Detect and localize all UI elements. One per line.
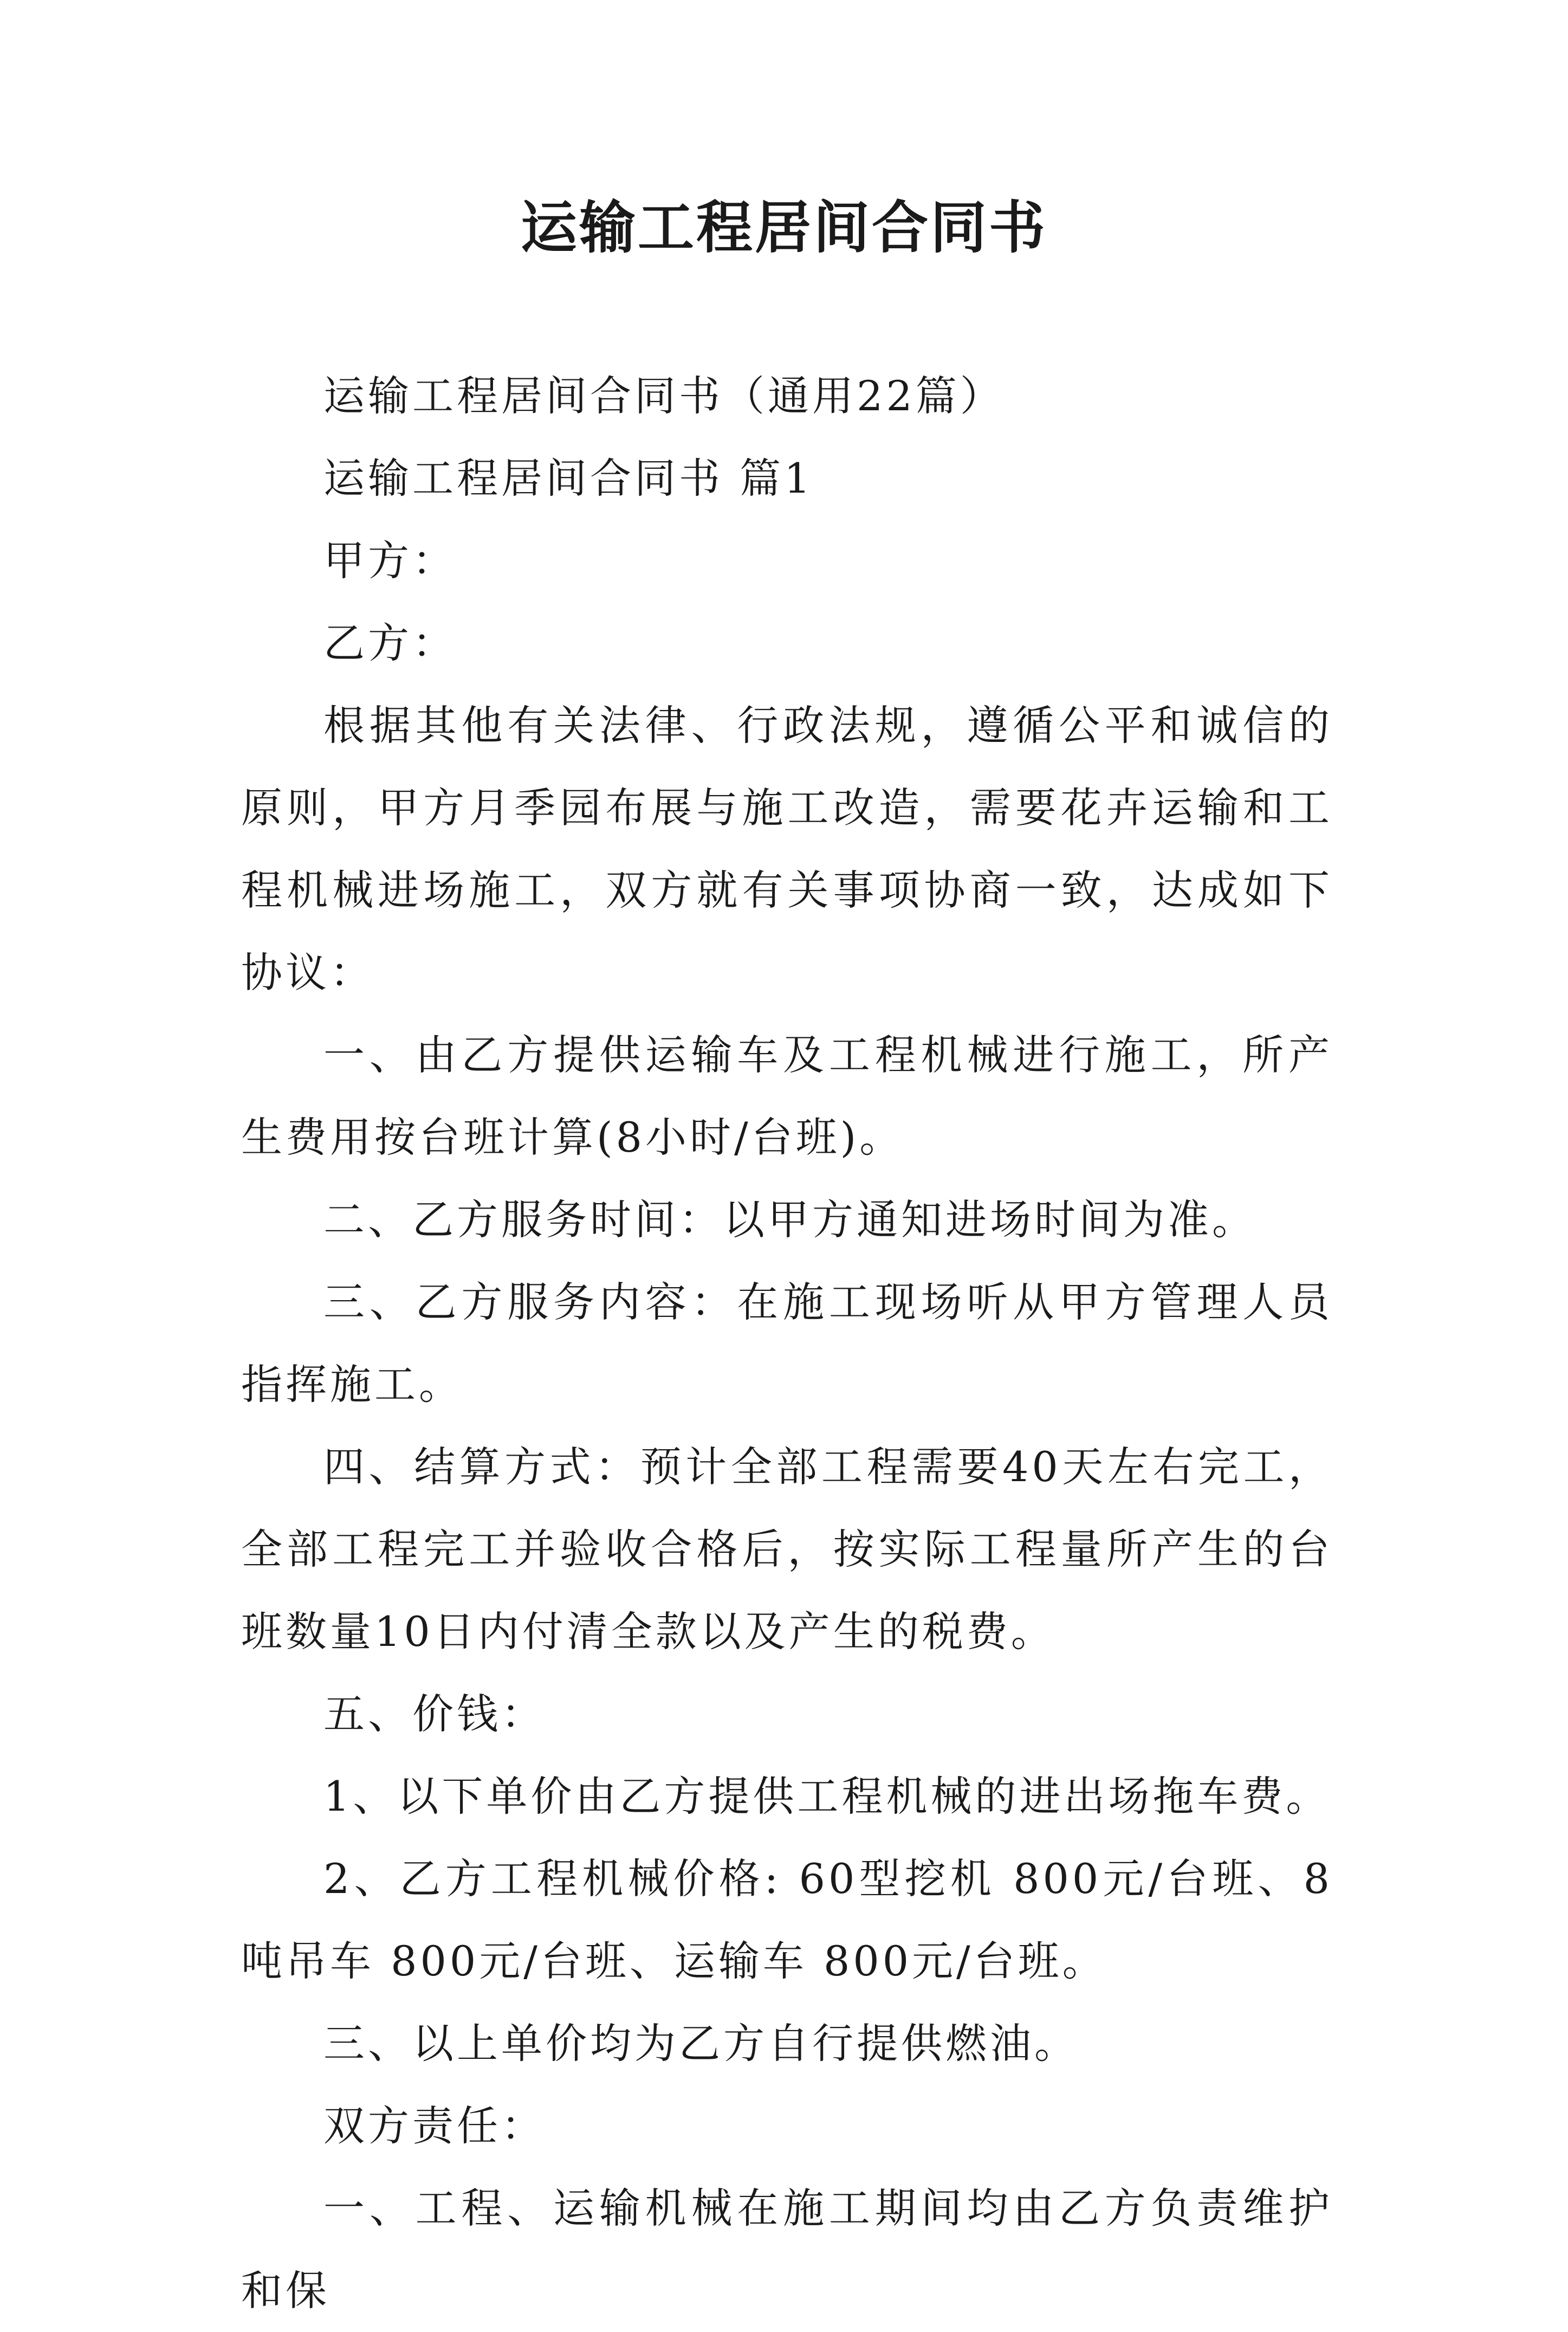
paragraph-section-heading: 运输工程居间合同书 篇1 <box>323 454 814 502</box>
paragraph-party-a: 甲方： <box>323 537 457 585</box>
paragraph-party-b: 乙方： <box>323 619 457 667</box>
paragraph-clause-2: 二、乙方服务时间：以甲方通知进场时间为准。 <box>323 1196 1256 1244</box>
paragraph-clause-3: 三、乙方服务内容：在施工现场听从甲方管理人员指挥施工。 <box>241 1278 1333 1409</box>
paragraph-responsibility-1: 一、工程、运输机械在施工期间均由乙方负责维护和保 <box>241 2184 1333 2315</box>
paragraph-price-item-3: 三、以上单价均为乙方自行提供燃油。 <box>323 2019 1079 2068</box>
document-body <box>241 355 1333 2332</box>
paragraph-price-item-2: 2、乙方工程机械价格: 60型挖机 800元/台班、8吨吊车 800元/台班、运输车 800元/台班。 <box>241 1855 1333 1985</box>
paragraph-subtitle: 运输工程居间合同书（通用22篇） <box>323 372 1005 420</box>
paragraph-price-item-1: 1、以下单价由乙方提供工程机械的进出场拖车费。 <box>323 1772 1331 1820</box>
paragraph-clause-4: 四、结算方式：预计全部工程需要40天左右完工，全部工程完工并验收合格后，按实际工程量所产生的台班数量10日内付清全款以及产生的税费。 <box>241 1443 1333 1656</box>
paragraph-preamble: 根据其他有关法律、行政法规，遵循公平和诚信的原则，甲方月季园布展与施工改造，需要花卉运输和工程机械进场施工，双方就有关事项协商一致，达成如下协议： <box>241 701 1333 997</box>
paragraph-clause-1: 一、由乙方提供运输车及工程机械进行施工，所产生费用按台班计算(8小时/台班)。 <box>241 1031 1333 1161</box>
document-title: 运输工程居间合同书 <box>520 194 1047 261</box>
paragraph-responsibilities-heading: 双方责任： <box>323 2102 546 2150</box>
paragraph-clause-5: 五、价钱： <box>323 1690 546 1738</box>
